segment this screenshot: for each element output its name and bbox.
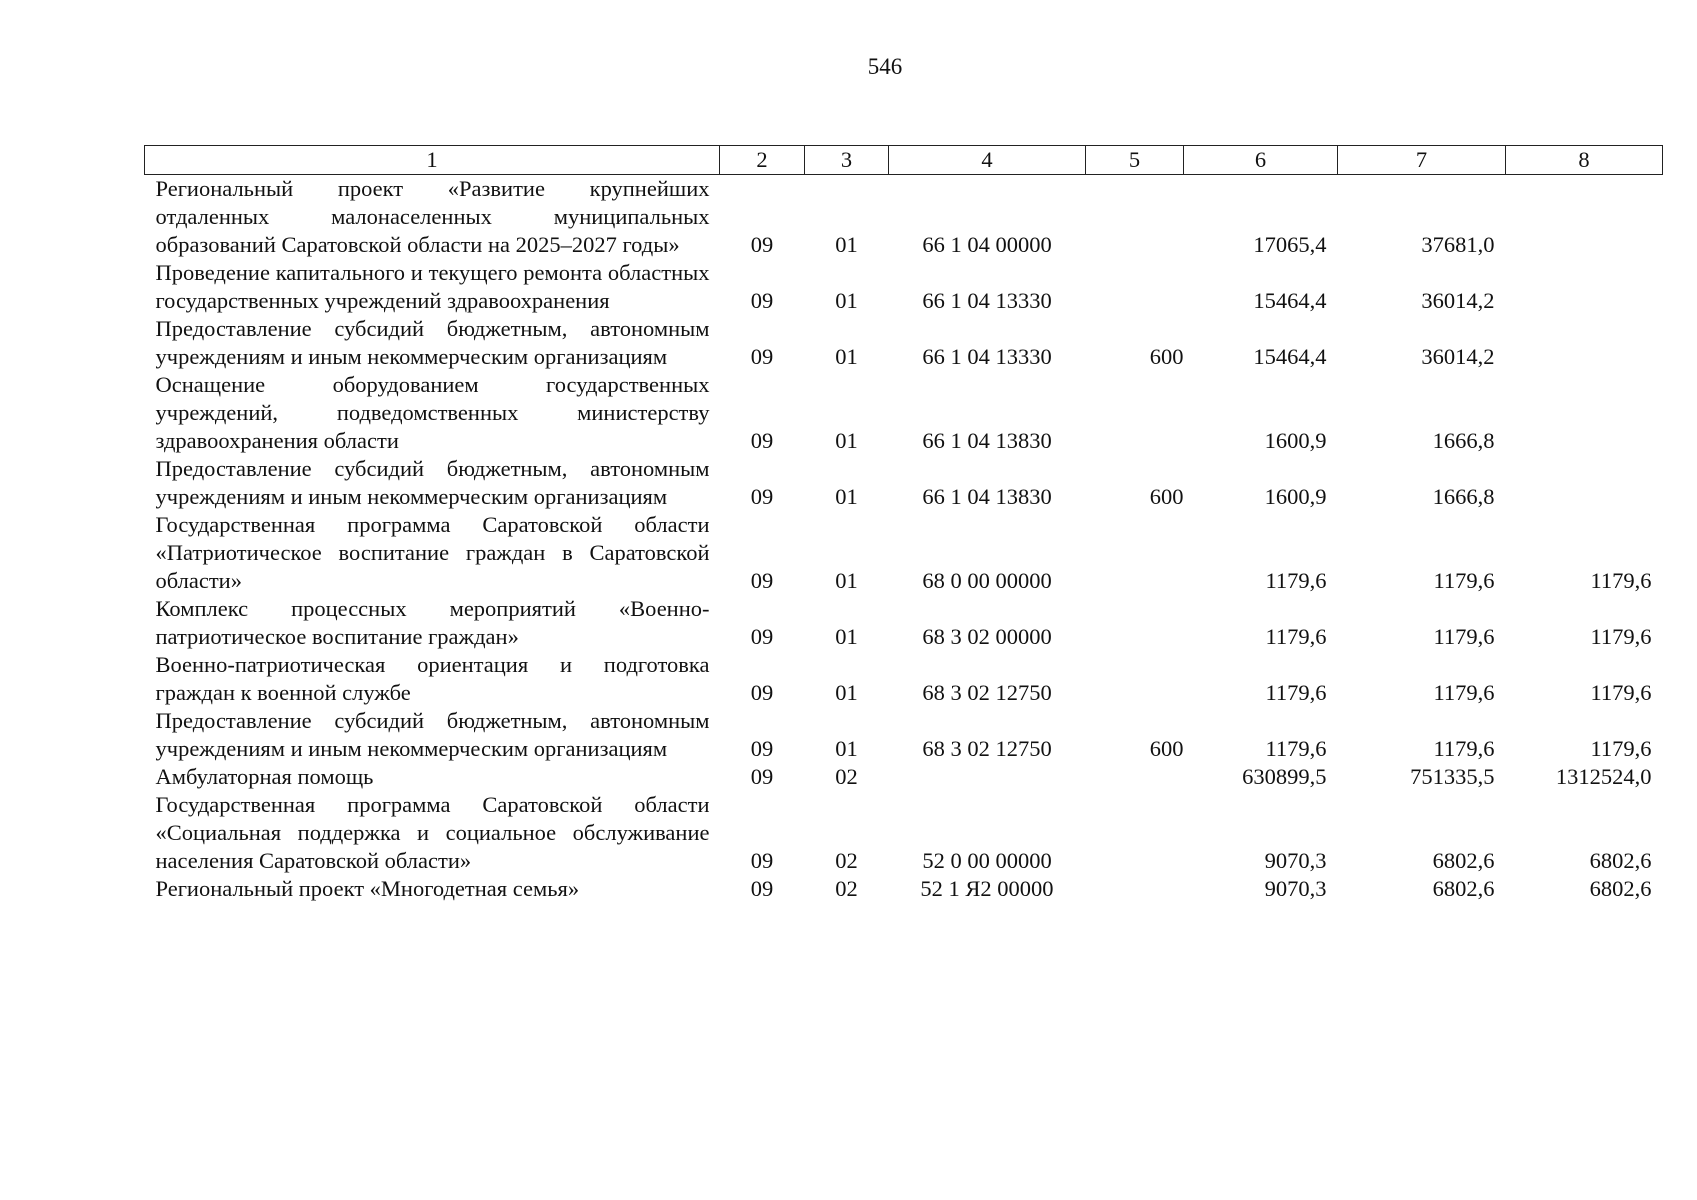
row-expense-type [1086,511,1184,595]
row-value-7: 36014,2 [1421,344,1495,369]
row-value-8 [1506,455,1663,511]
row-value-7: 6802,6 [1432,848,1495,873]
row-expense-type [1086,791,1184,875]
row-value-6: 1600,9 [1264,484,1327,509]
row-value-6: 1179,6 [1265,624,1327,649]
row-subsection: 01 [835,680,858,705]
row-name: Предоставление субсидий бюджетным, автономным учреждениям и иным некоммерческим организациям [155,316,710,369]
row-target-article: 68 3 02 12750 [922,736,1052,761]
row-target-article: 66 1 04 13330 [922,344,1052,369]
row-name: Комплекс процессных мероприятий «Военно-патриотическое воспитание граждан» [155,596,710,649]
row-value-6: 1179,6 [1265,680,1327,705]
row-expense-type [1086,259,1184,315]
row-expense-type: 600 [1149,736,1184,761]
row-section: 09 [750,764,774,789]
row-section: 09 [750,680,774,705]
table-row [145,707,1663,763]
row-expense-type: 600 [1149,344,1184,369]
table-row [145,511,1663,595]
row-value-6: 9070,3 [1264,848,1327,873]
row-value-7: 1179,6 [1433,568,1495,593]
header-col-1: 1 [145,146,720,175]
row-value-7: 1179,6 [1433,624,1495,649]
row-value-7: 751335,5 [1410,764,1495,789]
row-expense-type [1086,595,1184,651]
row-expense-type [1086,175,1184,260]
row-value-8: 6802,6 [1589,876,1652,901]
row-section: 09 [750,428,774,453]
row-value-8 [1506,259,1663,315]
row-value-6: 15464,4 [1253,344,1327,369]
row-subsection: 01 [835,428,858,453]
row-section: 09 [750,288,774,313]
row-value-7: 1179,6 [1433,680,1495,705]
row-name: Проведение капитального и текущего ремонта областных государственных учреждений здравоохранения [155,260,710,313]
header-col-3: 3 [805,146,889,175]
row-value-6: 1600,9 [1264,428,1327,453]
header-col-8: 8 [1506,146,1663,175]
table-row [145,763,1663,791]
table-row [145,875,1663,903]
row-subsection: 01 [835,568,858,593]
row-expense-type: 600 [1149,484,1184,509]
row-target-article: 68 0 00 00000 [922,568,1052,593]
row-value-7: 1666,8 [1432,428,1495,453]
row-subsection: 01 [835,484,858,509]
table-row [145,259,1663,315]
row-value-8 [1506,175,1663,260]
row-value-6: 17065,4 [1253,232,1327,257]
row-section: 09 [750,624,774,649]
row-name: Оснащение оборудованием государственных учреждений, подведомственных министерству здравоохранения области [155,372,710,453]
table-row [145,371,1663,455]
row-target-article: 68 3 02 12750 [922,680,1052,705]
row-expense-type [1086,875,1184,903]
table-row [145,315,1663,371]
row-expense-type [1086,371,1184,455]
row-subsection: 02 [835,876,858,901]
table-row [145,791,1663,875]
row-value-8: 1179,6 [1590,624,1652,649]
row-target-article: 66 1 04 00000 [922,232,1052,257]
row-target-article: 68 3 02 00000 [922,624,1052,649]
header-row [145,146,1663,175]
row-subsection: 02 [835,764,858,789]
row-value-6: 1179,6 [1265,568,1327,593]
row-value-8 [1506,315,1663,371]
row-subsection: 01 [835,624,858,649]
row-name: Военно-патриотическая ориентация и подготовка граждан к военной службе [155,652,710,705]
header-col-2: 2 [720,146,805,175]
header-col-7: 7 [1338,146,1506,175]
row-subsection: 02 [835,848,858,873]
header-col-6: 6 [1184,146,1338,175]
row-value-8: 1179,6 [1590,568,1652,593]
row-section: 09 [750,484,774,509]
budget-table [144,145,1663,903]
row-expense-type [1086,651,1184,707]
row-value-7: 37681,0 [1421,232,1495,257]
table-row [145,455,1663,511]
table-header [145,146,1663,175]
row-section: 09 [750,848,774,873]
page-number: 546 [867,54,903,79]
row-subsection: 01 [835,344,858,369]
row-subsection: 01 [835,232,858,257]
row-section: 09 [750,344,774,369]
header-col-5: 5 [1086,146,1184,175]
row-name: Предоставление субсидий бюджетным, автономным учреждениям и иным некоммерческим организациям [155,456,710,509]
table-row [145,175,1663,260]
row-target-article: 66 1 04 13830 [922,484,1052,509]
row-section: 09 [750,232,774,257]
table-body [145,175,1663,904]
row-name: Амбулаторная помощь [155,764,374,789]
row-value-7: 6802,6 [1432,876,1495,901]
row-section: 09 [750,876,774,901]
row-name: Региональный проект «Развитие крупнейших отдаленных малонаселенных муниципальных образований Саратовской области на 2025–2027 годы» [155,176,710,257]
row-name: Предоставление субсидий бюджетным, автономным учреждениям и иным некоммерческим организациям [155,708,710,761]
row-value-8: 1179,6 [1590,680,1652,705]
row-value-8 [1506,371,1663,455]
row-value-6: 9070,3 [1264,876,1327,901]
row-section: 09 [750,736,774,761]
row-target-article [889,763,1086,791]
row-target-article: 66 1 04 13830 [922,428,1052,453]
row-name: Региональный проект «Многодетная семья» [155,876,580,901]
row-value-8: 1179,6 [1590,736,1652,761]
row-value-6: 630899,5 [1242,764,1327,789]
row-value-6: 15464,4 [1253,288,1327,313]
row-value-7: 1179,6 [1433,736,1495,761]
table-row [145,595,1663,651]
row-value-7: 36014,2 [1421,288,1495,313]
row-subsection: 01 [835,288,858,313]
row-value-8: 6802,6 [1589,848,1652,873]
row-name: Государственная программа Саратовской области «Патриотическое воспитание граждан в Саратовской области» [155,512,710,593]
row-target-article: 66 1 04 13330 [922,288,1052,313]
row-target-article: 52 0 00 00000 [922,848,1052,873]
header-col-4: 4 [889,146,1086,175]
row-target-article: 52 1 Я2 00000 [920,876,1054,901]
row-value-6: 1179,6 [1265,736,1327,761]
row-subsection: 01 [835,736,858,761]
row-expense-type [1086,763,1184,791]
row-name: Государственная программа Саратовской области «Социальная поддержка и социальное обслуживание населения Саратовской области» [155,792,710,873]
row-section: 09 [750,568,774,593]
row-value-7: 1666,8 [1432,484,1495,509]
row-value-8: 1312524,0 [1555,764,1652,789]
table-row [145,651,1663,707]
